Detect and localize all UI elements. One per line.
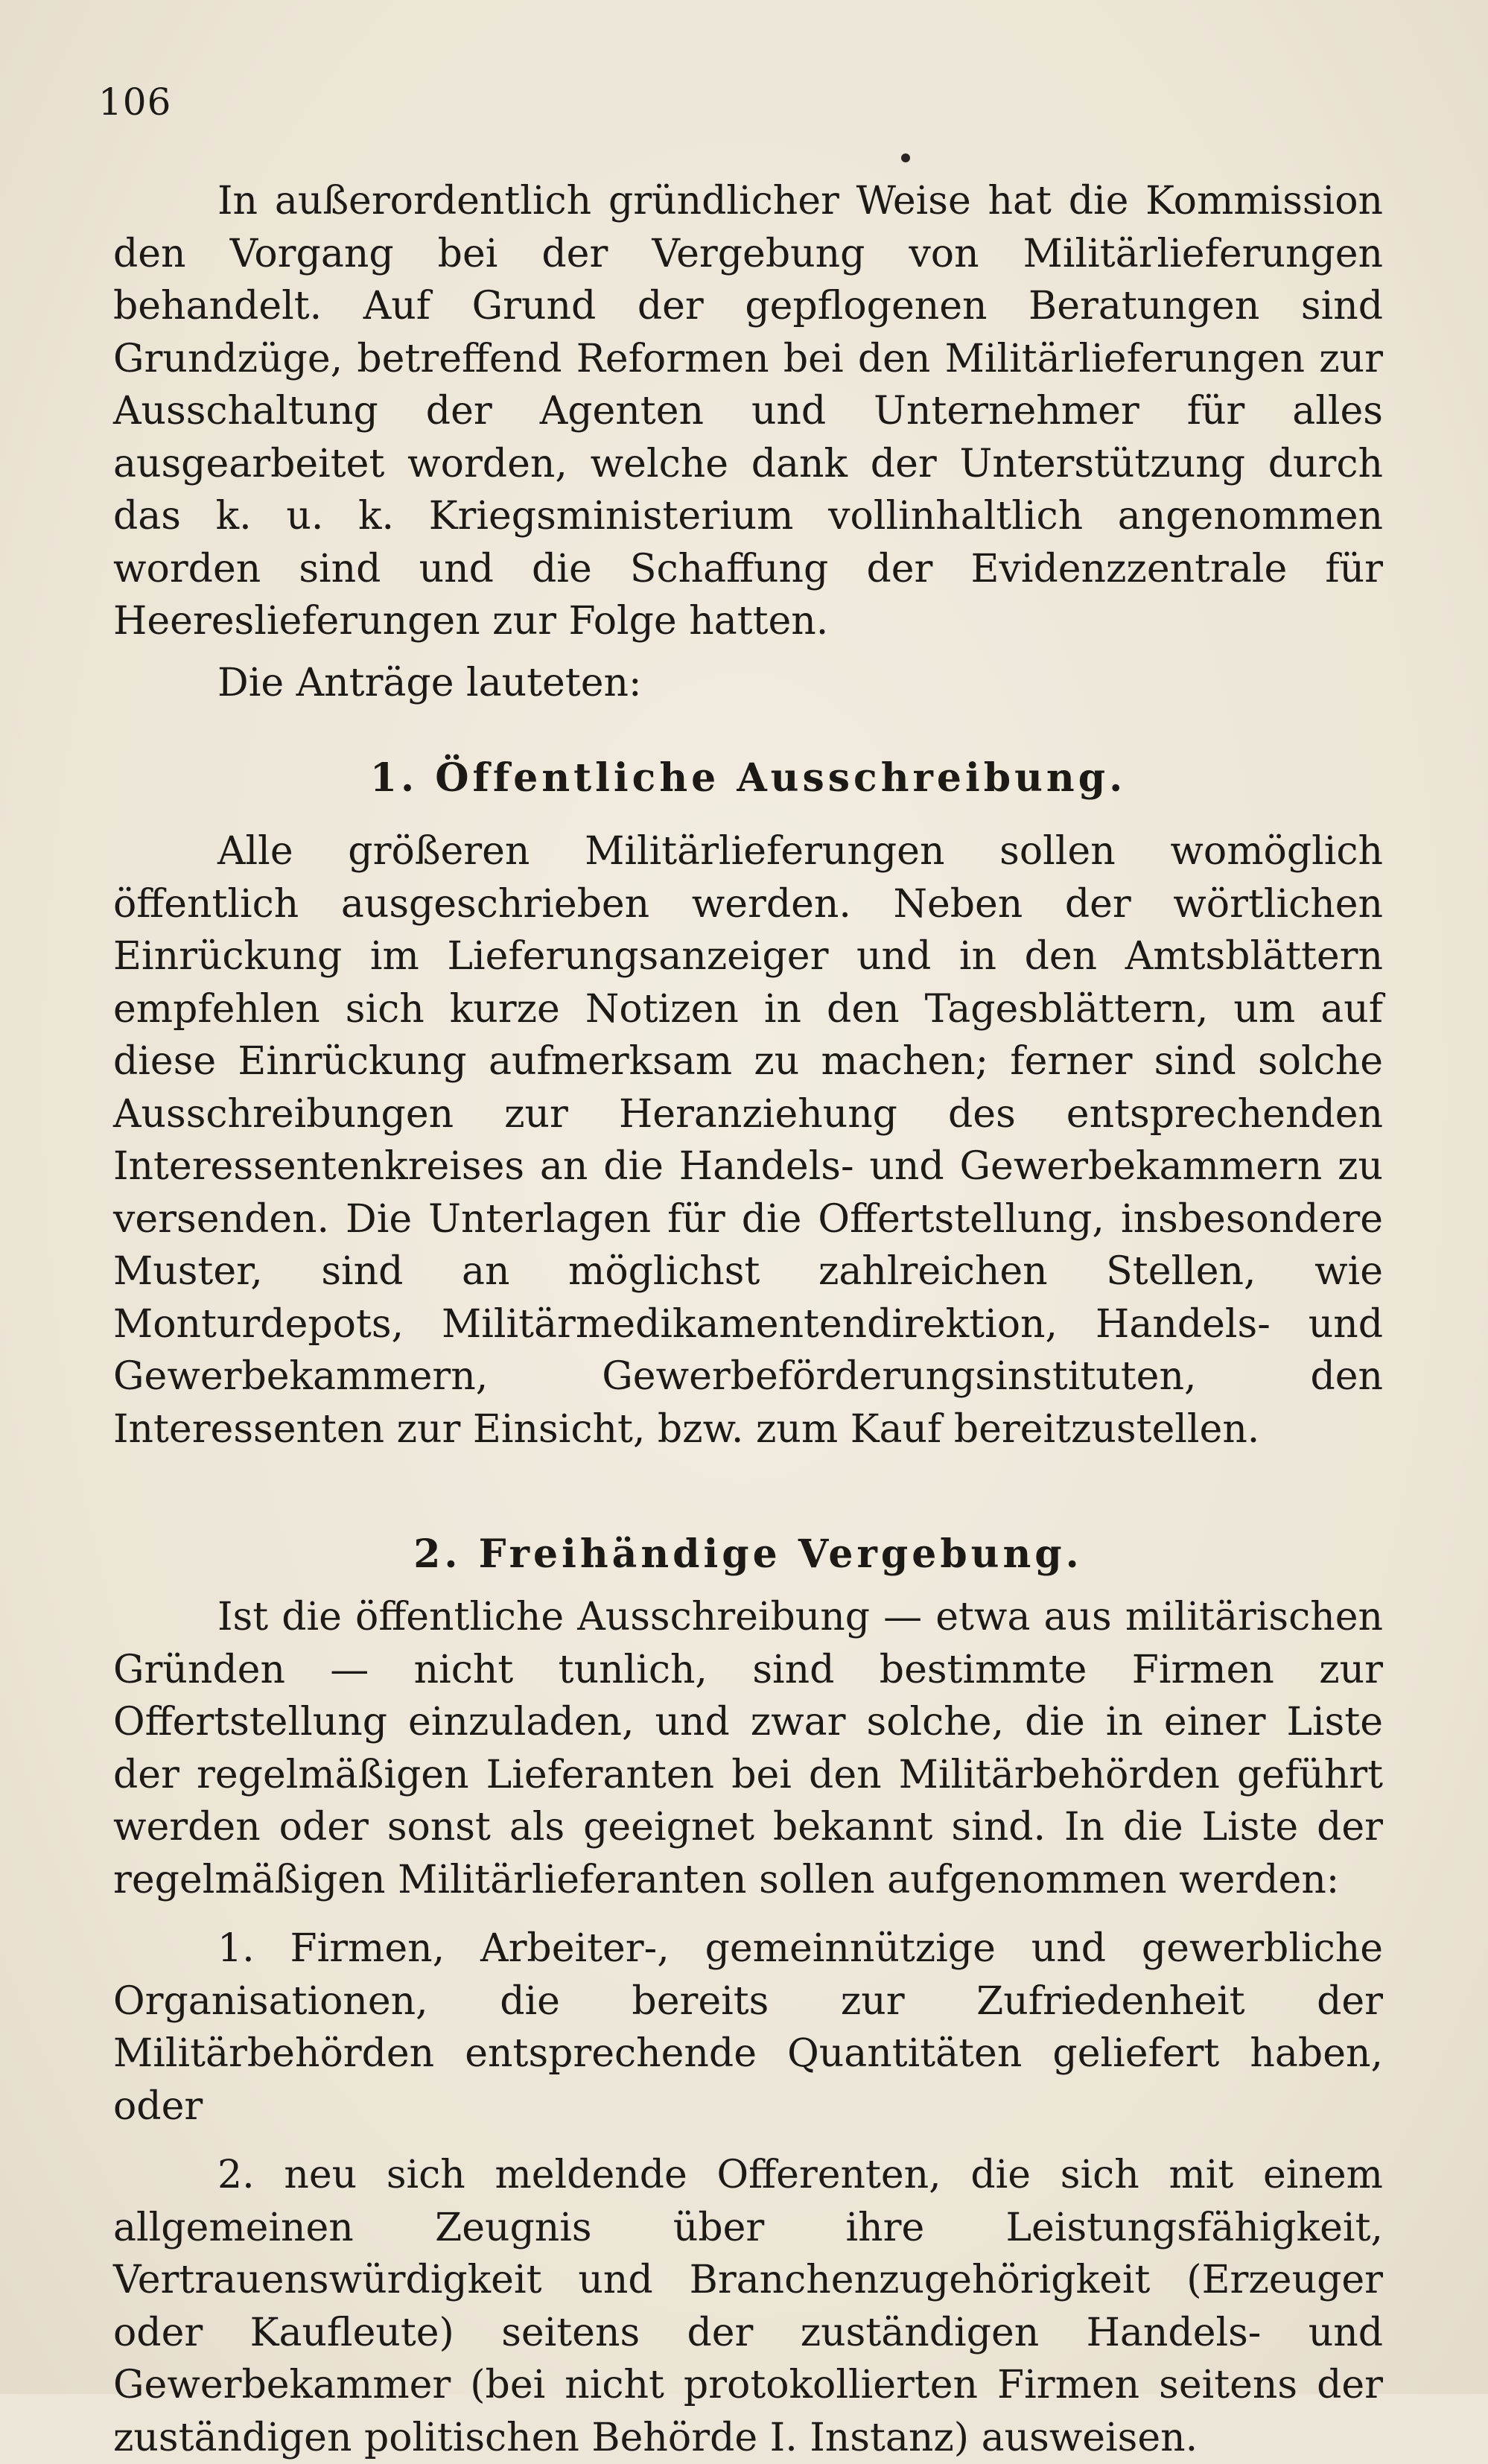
paragraph-section-2: Ist die öffentliche Ausschreibung — etwa aus militärischen Gründen — nicht tunlich, sind bestimmte Firmen zur Offertstellung einzuladen, und zwar solche, die in einer Liste der regelmäßigen Lieferanten bei den Militärbehörden geführt werden oder sonst als geeignet bekannt sind. In die Liste der regelmäßigen Militärlieferanten sollen aufgenommen werden: — [113, 1595, 1383, 1902]
paragraph-section-1: Alle größeren Militärlieferungen sollen womöglich öffentlich ausgeschrieben werden. Neben der wörtlichen Einrückung im Lieferungsanzeiger und in den Amtsblättern empfehlen sich kurze Notizen in den Tagesblättern, um auf diese Einrückung aufmerksam zu machen; ferner sind solche Ausschreibungen zur Heranziehung des entsprechenden Interessentenkreises an die Handels- und Gewerbekammern zu versenden. Die Unterlagen für die Offertstellung, insbesondere Muster, sind an möglichst zahlreichen Stellen, wie Monturdepots, Militärmedikamentendirektion, Handels- und Gewerbekammern, Gewerbeförderungsinstituten, den Interessenten zur Einsicht, bzw. zum Kauf bereitzustellen. — [113, 829, 1383, 1452]
page-body — [113, 175, 1383, 2464]
ink-speck — [901, 153, 910, 162]
section-heading-2: 2. Freihändige Vergebung. — [413, 1531, 1083, 1577]
page-number: 106 — [98, 80, 172, 124]
paragraph-antraege: Die Anträge lauteten: — [217, 660, 642, 705]
paragraph-intro: In außerordentlich gründlicher Weise hat die Kommission den Vorgang bei der Vergebung von Militärlieferungen behandelt. Auf Grund der gepflogenen Beratungen sind Grundzüge, betreffend Reformen bei den Militärlieferungen zur Ausschaltung der Agenten und Unternehmer für alles ausgearbeitet worden, welche dank der Unterstützung durch das k. u. k. Kriegsministerium vollinhaltlich angenommen worden sind und die Schaffung der Evidenzzentrale für Heereslieferungen zur Folge hatten. — [113, 179, 1383, 644]
list-item-1: 1. Firmen, Arbeiter-, gemeinnützige und gewerbliche Organisationen, die bereits zur Zufriedenheit der Militärbehörden entsprechende Quantitäten geliefert haben, oder — [113, 1926, 1383, 2129]
section-heading-1: 1. Öffentliche Ausschreibung. — [369, 755, 1127, 801]
list-item-2: 2. neu sich meldende Offerenten, die sich mit einem allgemeinen Zeugnis über ihre Leistungsfähigkeit, Vertrauenswürdigkeit und Branchenzugehörigkeit (Erzeuger oder Kaufleute) seitens der zuständigen Handels- und Gewerbekammer (bei nicht protokollierten Firmen seitens der zuständigen politischen Behörde I. Instanz) ausweisen. — [113, 2153, 1383, 2460]
